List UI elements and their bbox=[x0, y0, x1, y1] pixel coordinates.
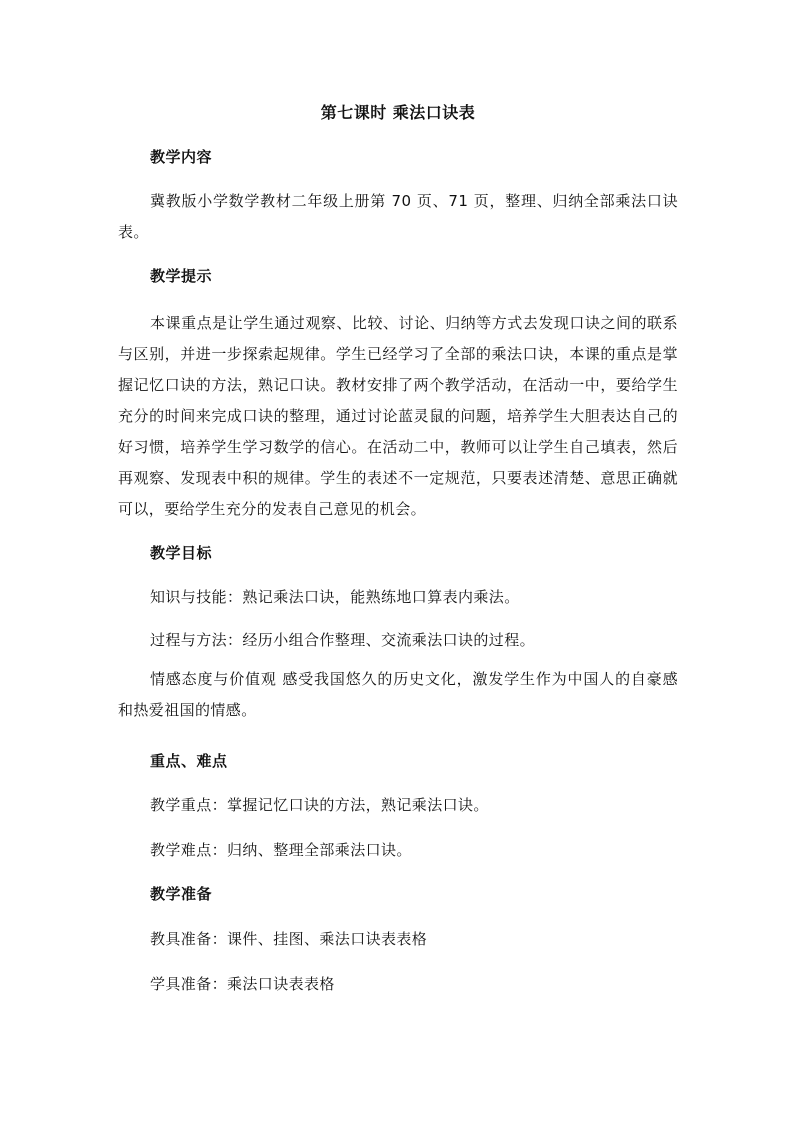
document-title: 第七课时 乘法口诀表 bbox=[320, 103, 476, 122]
heading-teaching-goals: 教学目标 bbox=[150, 544, 213, 562]
goal-emotion: 情感态度与价值观 感受我国悠久的历史文化，激发学生作为中国人的自豪感和热爱祖国的情感。 bbox=[118, 670, 678, 719]
key-point-line: 教学重点：掌握记忆口诀的方法，熟记乘法口诀。 bbox=[150, 796, 489, 814]
heading-teaching-preparation: 教学准备 bbox=[150, 885, 213, 903]
paragraph-teaching-content: 冀教版小学数学教材二年级上册第 70 页、71 页，整理、归纳全部乘法口诀表。 bbox=[118, 192, 678, 241]
paragraph-teaching-tips: 本课重点是让学生通过观察、比较、讨论、归纳等方式去发现口诀之间的联系与区别，并进一步探索起规律。学生已经学习了全部的乘法口诀，本课的重点是掌握记忆口诀的方法，熟记口诀。教材安排了两个教学活动，在活动一中，要给学生充分的时间来完成口诀的整理，通过讨论蓝灵鼠的问题，培养学生大胆表达自己的好习惯，培养学生学习数学的信心。在活动二中，教师可以让学生自己填表，然后再观察、发现表中积的规律。学生的表述不一定规范，只要表述清楚、意思正确就可以，要给学生充分的发表自己意见的机会。 bbox=[118, 314, 678, 518]
heading-teaching-tips: 教学提示 bbox=[150, 267, 213, 285]
goal-process: 过程与方法：经历小组合作整理、交流乘法口诀的过程。 bbox=[150, 631, 536, 649]
teacher-preparation-line: 教具准备：课件、挂图、乘法口诀表表格 bbox=[150, 930, 428, 948]
goal-knowledge: 知识与技能：熟记乘法口诀，能熟练地口算表内乘法。 bbox=[150, 588, 520, 606]
student-preparation-line: 学具准备：乘法口诀表表格 bbox=[150, 975, 335, 993]
difficult-point-line: 教学难点：归纳、整理全部乘法口诀。 bbox=[150, 841, 412, 859]
heading-key-difficult: 重点、难点 bbox=[150, 752, 228, 770]
heading-teaching-content: 教学内容 bbox=[150, 148, 213, 166]
